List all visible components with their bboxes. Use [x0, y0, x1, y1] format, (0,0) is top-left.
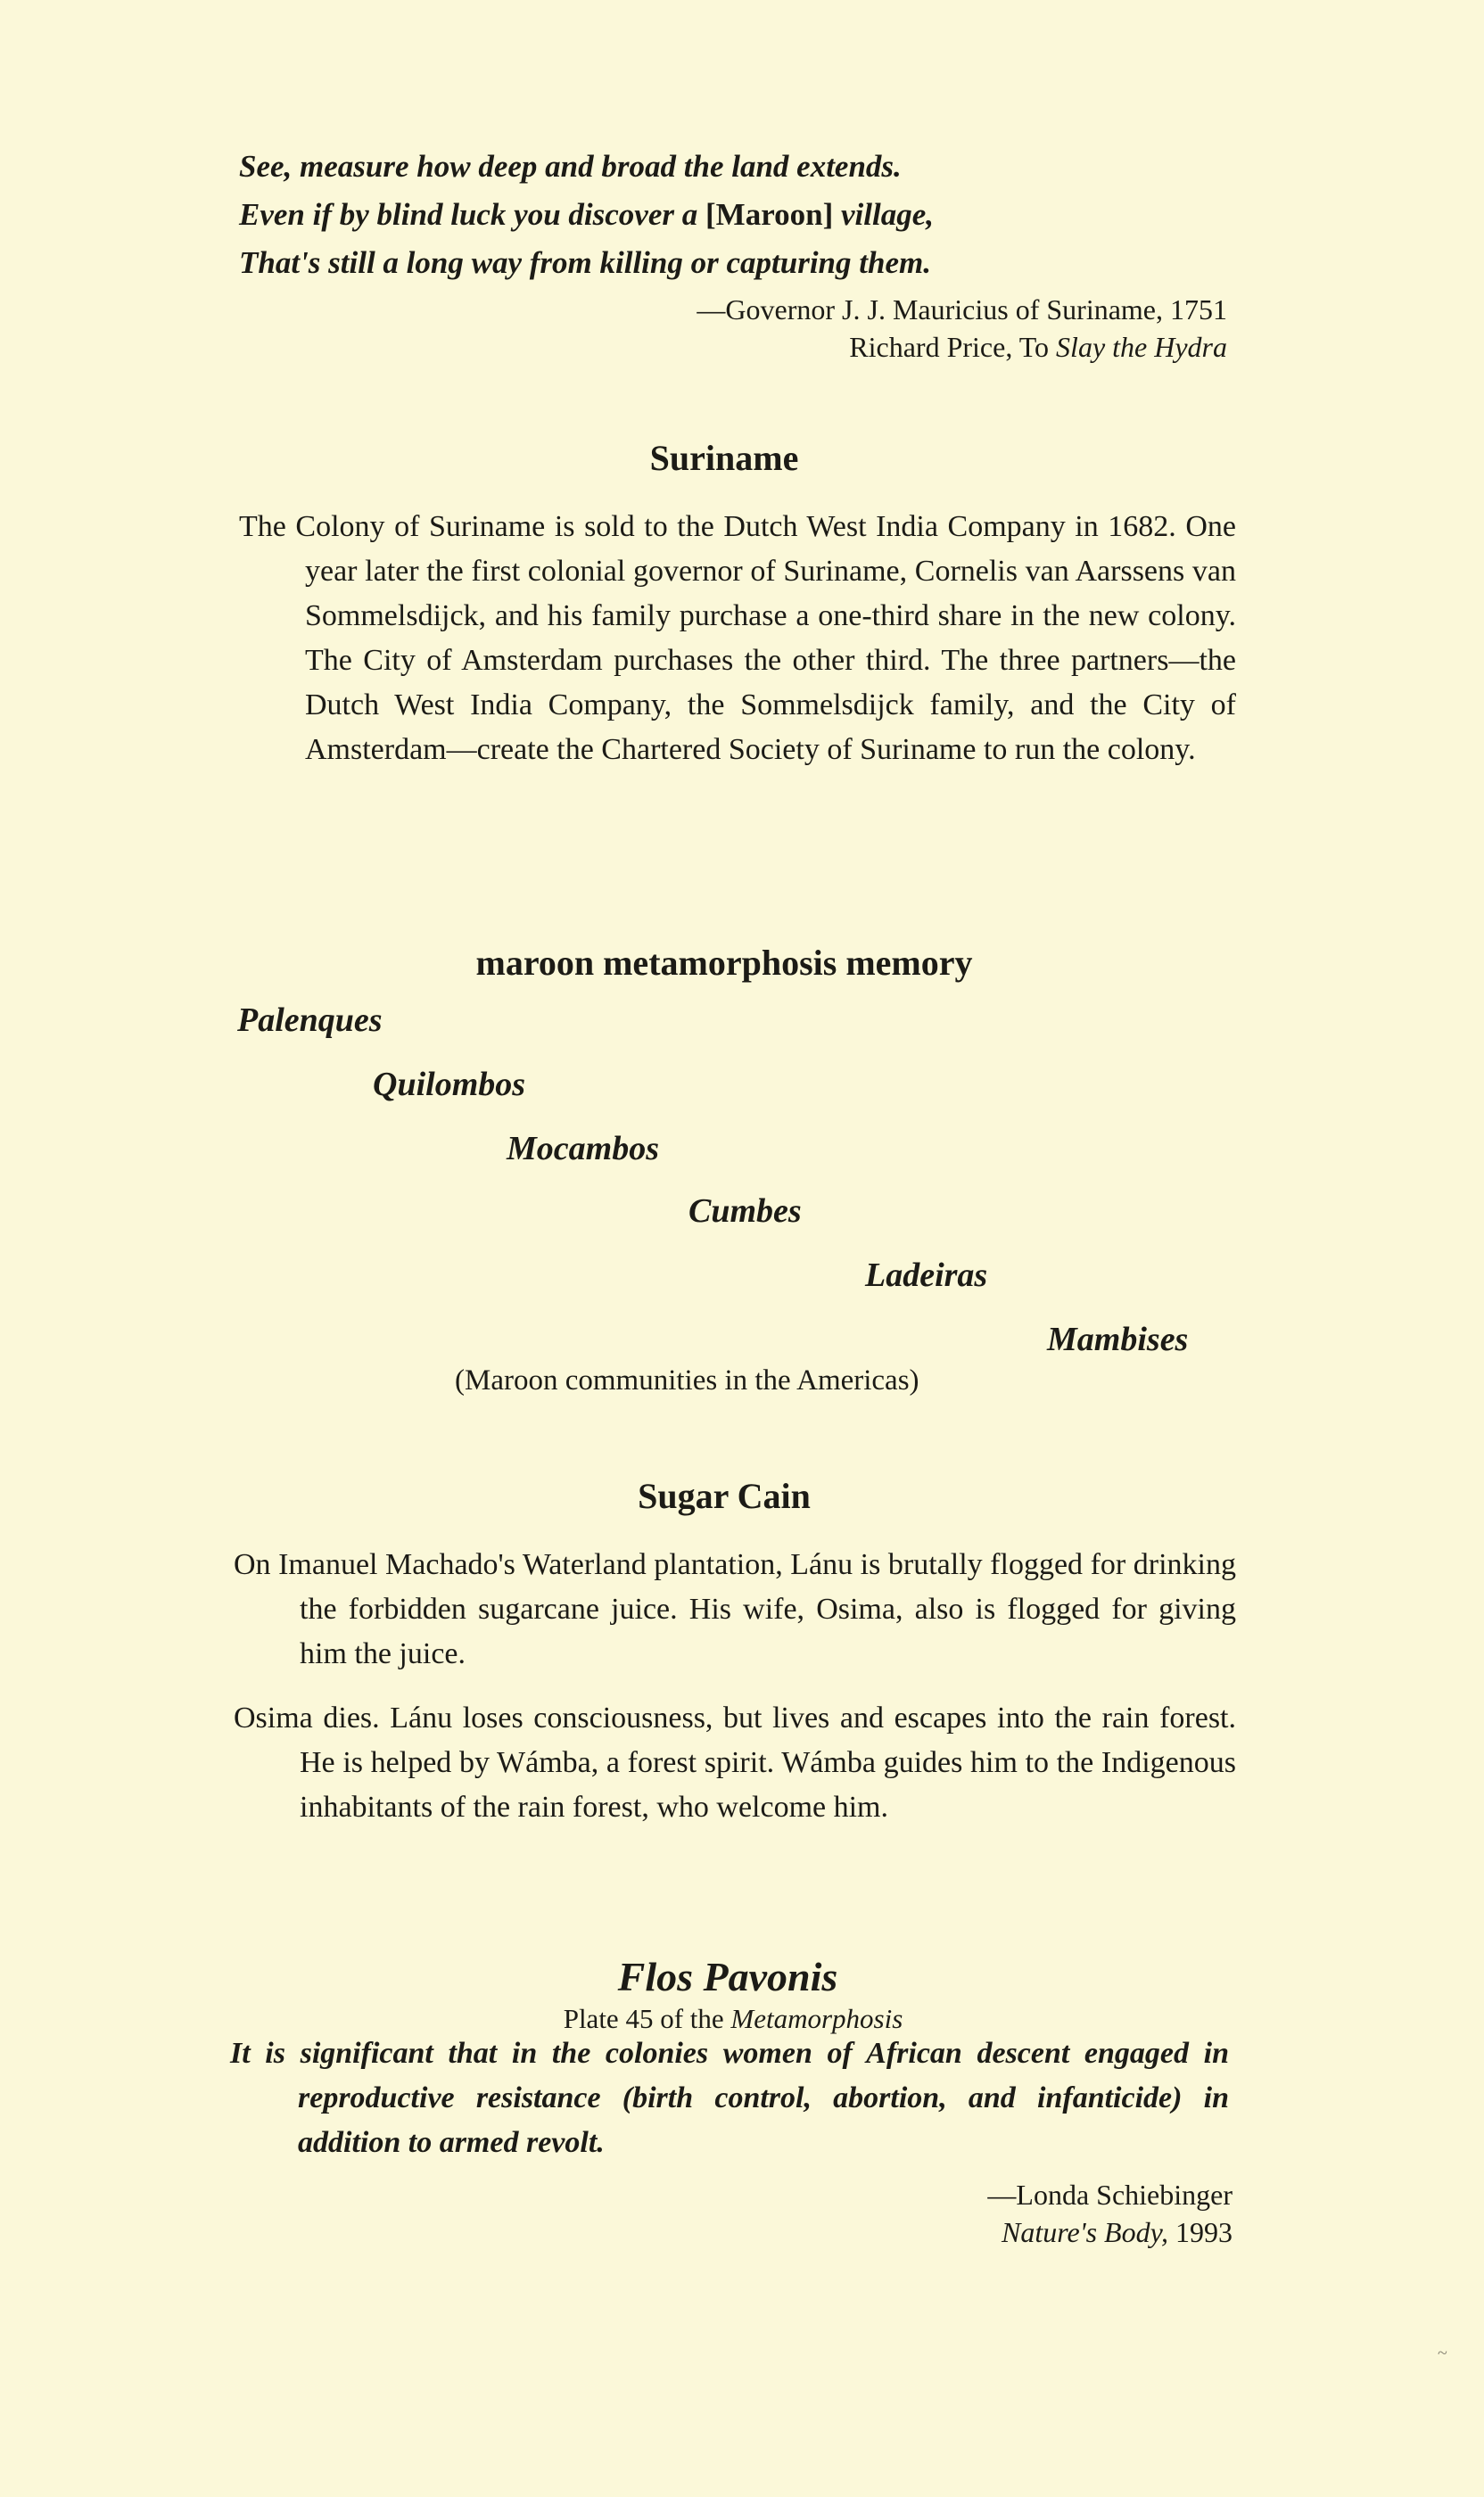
epigraph-line-1: See, measure how deep and broad the land extends. — [239, 149, 902, 184]
heading-maroon-metamorphosis-memory: maroon metamorphosis memory — [475, 943, 973, 983]
suriname-paragraph: The Colony of Suriname is sold to the Dutch West India Company in 1682. One year later the first colonial governor of Suriname, Cornelis van Aarssens van Sommelsdijck, and his family purchase a one-third share in the new colony. The City of Amsterdam purchases the other third. The three partners—the Dutch West India Company, the Sommelsdijck family, and the City of Amsterdam—create the Chartered Society of Suriname to run the colony. — [239, 510, 1236, 766]
quote-source: Nature's Body, 1993 — [1002, 2216, 1233, 2248]
epigraph-poem — [239, 143, 1238, 287]
epigraph-attribution — [697, 291, 1227, 366]
quote-attribution — [987, 2176, 1233, 2251]
flos-subtitle: Plate 45 of the Metamorphosis — [563, 2003, 903, 2034]
word-mambises: Mambises — [1047, 1321, 1189, 1358]
schiebinger-quote: It is significant that in the colonies women of African descent engaged in reproductive resistance (birth control, abortion, and infanticide) in addition to armed revolt. — [230, 2037, 1229, 2159]
word-mocambos: Mocambos — [507, 1130, 659, 1167]
sugar-paragraph-1: On Imanuel Machado's Waterland plantation, Lánu is brutally flogged for drinking the forbidden sugarcane juice. His wife, Osima, also is flogged for giving him the juice. — [234, 1548, 1236, 1670]
word-palenques: Palenques — [237, 1001, 383, 1039]
page-mark: ~ — [1438, 2344, 1447, 2363]
word-cumbes: Cumbes — [688, 1192, 802, 1230]
sugar-paragraph-2: Osima dies. Lánu loses consciousness, but lives and escapes into the rain forest. He is helped by Wámba, a forest spirit. Wámba guides him to the Indigenous inhabitants of the rain forest, who welcome him. — [234, 1702, 1236, 1824]
quote-author: —Londa Schiebinger — [987, 2179, 1233, 2211]
bracket-maroon: [Maroon] — [705, 197, 834, 232]
epigraph-source: Richard Price, To Slay the Hydra — [849, 331, 1227, 363]
maroon-caption: (Maroon communities in the Americas) — [455, 1364, 919, 1397]
epigraph-line-2: Even if by blind luck you discover a [Maroon] village, — [239, 197, 934, 232]
epigraph-line-3: That's still a long way from killing or capturing them. — [239, 245, 931, 280]
word-ladeiras: Ladeiras — [865, 1257, 988, 1294]
heading-flos-pavonis: Flos Pavonis — [617, 1954, 838, 1999]
epigraph-author: —Governor J. J. Mauricius of Suriname, 1751 — [697, 293, 1227, 326]
heading-suriname: Suriname — [649, 438, 799, 478]
word-quilombos: Quilombos — [373, 1066, 526, 1103]
heading-sugar-cain: Sugar Cain — [638, 1476, 811, 1516]
